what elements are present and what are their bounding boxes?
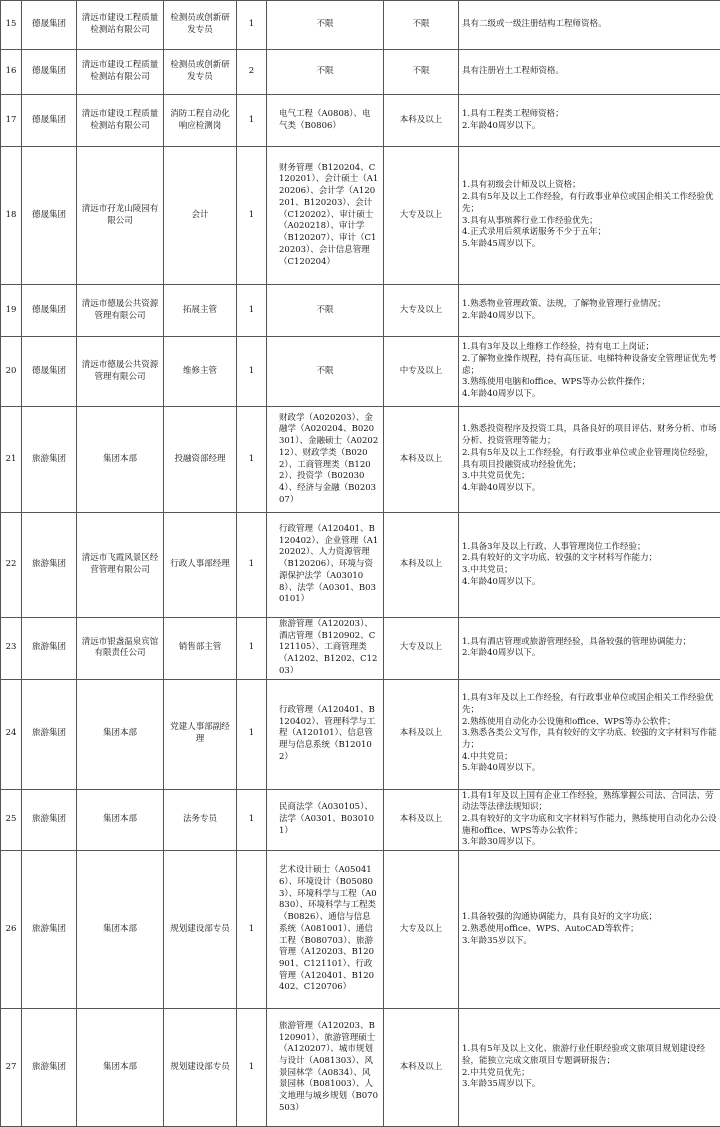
requirement-line: 1.具备较强的沟通协调能力，具有良好的文字功底； xyxy=(462,912,658,923)
company-cell: 清远市德晟公共资源管理有限公司 xyxy=(77,337,164,407)
major-text: 电气工程（A0808）、电气类（B0806） xyxy=(279,108,371,131)
requirement-line: 2.具有5年及以上工作经验，有行政事业单位或国企相关工作经验优先； xyxy=(462,192,714,214)
row-number-cell: 16 xyxy=(1,50,22,95)
position-cell: 消防工程自动化响应检测岗 xyxy=(164,95,237,147)
education-cell: 本科及以上 xyxy=(384,95,459,147)
company-cell: 清远市建设工程质量检测站有限公司 xyxy=(77,95,164,147)
majors-cell xyxy=(267,285,384,337)
requirement-line: 具有注册岩土工程师资格。 xyxy=(462,66,565,77)
requirement-line: 4.正式录用后须承诺服务不少于五年； xyxy=(462,227,607,238)
major-text: 旅游管理（A120203、B120901）、旅游管理硕士（A120207）、城市规划与设计（A081303）、风景园林学（A0834）、风景园林（B081003）、人文地理与城乡规划（B070503） xyxy=(279,1020,378,1113)
requirement-line: 2.年龄40周岁以下。 xyxy=(462,310,541,321)
headcount-cell: 1 xyxy=(237,337,267,407)
majors-cell xyxy=(267,851,384,1009)
company-cell: 清远市飞霞风景区经营管理有限公司 xyxy=(77,513,164,618)
company-cell: 集团本部 xyxy=(77,851,164,1009)
table-row xyxy=(1,679,720,789)
education-cell: 不限 xyxy=(384,1,459,50)
majors-cell xyxy=(267,1009,384,1127)
requirement-line: 3.中共党员优先； xyxy=(462,471,530,482)
requirement-line: 3.年龄35周岁以下。 xyxy=(462,1079,541,1090)
requirement-line: 2.具有较好的文字功底和文字材料写作能力，熟练使用自动化办公设施和office、WPS等办公软件； xyxy=(462,814,717,836)
group-cell: 德晟集团 xyxy=(22,1,77,50)
requirement-line: 5.年龄45周岁以下。 xyxy=(462,238,541,249)
table-row xyxy=(1,789,720,851)
position-cell: 投融资部经理 xyxy=(164,407,237,513)
major-text: 行政管理（A120401、B120402）、企业管理（A120202）、人力资源管理（B120206）、环境与资源保护法学（A030108）、法学（A0301、B030101） xyxy=(279,523,379,605)
position-cell: 会计 xyxy=(164,147,237,285)
education-cell: 本科及以上 xyxy=(384,513,459,618)
education-cell: 本科及以上 xyxy=(384,679,459,789)
majors-cell xyxy=(267,679,384,789)
row-number-cell: 18 xyxy=(1,147,22,285)
headcount-cell: 1 xyxy=(237,285,267,337)
requirements-cell xyxy=(459,1009,720,1127)
requirement-line: 1.具有5年及以上文化、旅游行业任职经验或文旅项目规划建设经验，能独立完成文旅项目专题调研报告； xyxy=(462,1044,706,1066)
requirement-line: 2.具有较好的文字功底、较强的文字材料写作能力； xyxy=(462,553,658,564)
group-cell: 德晟集团 xyxy=(22,95,77,147)
requirements-cell xyxy=(459,618,720,680)
row-number-cell: 24 xyxy=(1,679,22,789)
majors-cell xyxy=(267,407,384,513)
requirement-line: 1.具有1年及以上国有企业工作经验，熟练掌握公司法、合同法、劳动法等法律法规知识； xyxy=(462,790,714,813)
headcount-cell: 1 xyxy=(237,1009,267,1127)
table-row xyxy=(1,513,720,618)
group-cell: 旅游集团 xyxy=(22,789,77,851)
company-cell: 清远市德晟公共资源管理有限公司 xyxy=(77,285,164,337)
requirement-line: 2.具有5年及以上工作经验，有行政事业单位或企业管理岗位经验，具有项目投融资成功经验优先； xyxy=(462,447,714,470)
requirement-line: 1.具有酒店管理或旅游管理经验，具备较强的管理协调能力； xyxy=(462,636,692,647)
company-cell: 集团本部 xyxy=(77,679,164,789)
position-cell: 规划建设部专员 xyxy=(164,851,237,1009)
position-cell: 党建人事部副经理 xyxy=(164,679,237,789)
requirements-cell xyxy=(459,679,720,789)
requirement-line: 2.熟悉使用office、WPS、AutoCAD等软件； xyxy=(462,923,639,934)
group-cell: 旅游集团 xyxy=(22,513,77,618)
education-cell: 大专及以上 xyxy=(384,285,459,337)
major-text: 不限 xyxy=(316,66,334,77)
requirements-cell xyxy=(459,789,720,851)
education-cell: 大专及以上 xyxy=(384,618,459,680)
row-number-cell: 19 xyxy=(1,285,22,337)
requirement-line: 2.了解物业操作规程，持有高压证、电梯特种设备安全管理证优先考虑； xyxy=(462,353,717,376)
education-cell: 中专及以上 xyxy=(384,337,459,407)
requirements-cell xyxy=(459,337,720,407)
row-number-cell: 20 xyxy=(1,337,22,407)
company-cell: 清远市孖龙山陵园有限公司 xyxy=(77,147,164,285)
majors-cell xyxy=(267,95,384,147)
requirement-line: 1.具备3年及以上行政、人事管理岗位工作经验； xyxy=(462,541,646,552)
education-cell: 本科及以上 xyxy=(384,789,459,851)
table-row xyxy=(1,285,720,337)
position-cell: 销售部主管 xyxy=(164,618,237,680)
row-number-cell: 15 xyxy=(1,1,22,50)
requirement-line: 4.中共党员； xyxy=(462,751,513,762)
requirement-line: 4.年龄40周岁以下。 xyxy=(462,389,541,400)
requirement-line: 3.具有从事殡葬行业工作经验优先； xyxy=(462,215,598,226)
requirement-line: 1.具有3年及以上工作经验，有行政事业单位或国企相关工作经验优先； xyxy=(462,693,714,715)
requirements-cell xyxy=(459,1,720,50)
position-cell: 规划建设部专员 xyxy=(164,1009,237,1127)
group-cell: 德晟集团 xyxy=(22,337,77,407)
row-number-cell: 25 xyxy=(1,789,22,851)
majors-cell xyxy=(267,513,384,618)
requirement-line: 2.年龄40周岁以下。 xyxy=(462,120,541,131)
requirement-line: 3.熟悉各类公文写作，具有较好的文字功底、较强的文字材料写作能力； xyxy=(462,728,717,750)
company-cell: 集团本部 xyxy=(77,407,164,513)
position-cell: 法务专员 xyxy=(164,789,237,851)
group-cell: 德晟集团 xyxy=(22,50,77,95)
requirement-line: 2.年龄40周岁以下。 xyxy=(462,648,541,659)
headcount-cell: 2 xyxy=(237,50,267,95)
table-row xyxy=(1,337,720,407)
group-cell: 旅游集团 xyxy=(22,618,77,680)
majors-cell xyxy=(267,147,384,285)
headcount-cell: 1 xyxy=(237,851,267,1009)
requirement-line: 3.年龄30周岁以下。 xyxy=(462,837,541,848)
requirements-cell xyxy=(459,407,720,513)
requirement-line: 3.熟练使用电脑和office、WPS等办公软件操作； xyxy=(462,377,651,388)
education-cell: 不限 xyxy=(384,50,459,95)
position-cell: 拓展主管 xyxy=(164,285,237,337)
headcount-cell: 1 xyxy=(237,147,267,285)
requirement-line: 5.年龄40周岁以下。 xyxy=(462,763,541,774)
education-cell: 本科及以上 xyxy=(384,1009,459,1127)
major-text: 财务管理（B120204、C120201）、会计硕士（A120206）、会计学（A120201、B120203）、会计（C120202）、审计硕士（A020218）、审计学（B120207）、审计（C120203）、会计信息管理（C120204） xyxy=(279,162,379,267)
requirement-line: 3.年龄35岁以下。 xyxy=(462,935,532,946)
table-row xyxy=(1,95,720,147)
requirements-cell xyxy=(459,50,720,95)
requirement-line: 1.具有3年及以上维修工作经验，持有电工上岗证； xyxy=(462,342,655,353)
major-text: 不限 xyxy=(316,304,334,315)
group-cell: 德晟集团 xyxy=(22,147,77,285)
row-number-cell: 26 xyxy=(1,851,22,1009)
major-text: 不限 xyxy=(316,19,334,30)
table-row xyxy=(1,50,720,95)
majors-cell xyxy=(267,789,384,851)
majors-cell xyxy=(267,337,384,407)
company-cell: 清远市建设工程质量检测站有限公司 xyxy=(77,1,164,50)
position-cell: 检测员或创新研发专员 xyxy=(164,1,237,50)
majors-cell xyxy=(267,618,384,680)
company-cell: 集团本部 xyxy=(77,1009,164,1127)
row-number-cell: 22 xyxy=(1,513,22,618)
requirements-cell xyxy=(459,147,720,285)
education-cell: 本科及以上 xyxy=(384,407,459,513)
company-cell: 清远市银盏温泉宾馆有限责任公司 xyxy=(77,618,164,680)
requirement-line: 具有二级或一级注册结构工程师资格。 xyxy=(462,19,607,30)
requirement-line: 2.熟练使用自动化办公设施和office、WPS等办公软件； xyxy=(462,716,676,727)
company-cell: 清远市建设工程质量检测站有限公司 xyxy=(77,50,164,95)
requirement-line: 1.熟悉物业管理政策、法规，了解物业管理行业情况； xyxy=(462,298,666,309)
requirements-cell xyxy=(459,513,720,618)
group-cell: 旅游集团 xyxy=(22,1009,77,1127)
headcount-cell: 1 xyxy=(237,679,267,789)
position-cell: 行政人事部经理 xyxy=(164,513,237,618)
requirement-line: 1.熟悉投资程序及投资工具，具备良好的项目评估、财务分析、市场分析、投资管理等能力； xyxy=(462,424,717,447)
headcount-cell: 1 xyxy=(237,1,267,50)
headcount-cell: 1 xyxy=(237,789,267,851)
table-row xyxy=(1,407,720,513)
majors-cell xyxy=(267,50,384,95)
major-text: 艺术设计硕士（A050416）、环境设计（B050803）、环境科学与工程（A0830）、环境科学与工程类（B0826）、通信与信息系统（A081001）、通信工程（B080703）、旅游管理（A120203、B120901、C121101）、行政管理（A120401、B120402、C120706） xyxy=(279,865,377,993)
education-cell: 大专及以上 xyxy=(384,851,459,1009)
major-text: 民商法学（A030105）、法学（A0301、B030101） xyxy=(279,802,375,836)
table-body xyxy=(1,1,720,1127)
requirement-line: 1.具有工程类工程师资格； xyxy=(462,108,564,119)
requirement-line: 4.年龄40周岁以下。 xyxy=(462,576,541,587)
headcount-cell: 1 xyxy=(237,618,267,680)
major-text: 不限 xyxy=(316,365,334,376)
table-row xyxy=(1,1,720,50)
row-number-cell: 21 xyxy=(1,407,22,513)
group-cell: 旅游集团 xyxy=(22,679,77,789)
row-number-cell: 17 xyxy=(1,95,22,147)
major-text: 旅游管理（A120203）、酒店管理（B120902、C121105）、工商管理类（A1202、B1202、C1203） xyxy=(279,619,378,676)
requirement-line: 2.中共党员优先； xyxy=(462,1067,530,1078)
company-cell: 集团本部 xyxy=(77,789,164,851)
table-row xyxy=(1,147,720,285)
headcount-cell: 1 xyxy=(237,95,267,147)
position-cell: 检测员或创新研发专员 xyxy=(164,50,237,95)
group-cell: 旅游集团 xyxy=(22,407,77,513)
requirements-cell xyxy=(459,95,720,147)
requirement-line: 4.年龄40周岁以下。 xyxy=(462,482,541,493)
table-row xyxy=(1,1009,720,1127)
row-number-cell: 23 xyxy=(1,618,22,680)
education-cell: 大专及以上 xyxy=(384,147,459,285)
table-row xyxy=(1,851,720,1009)
majors-cell xyxy=(267,1,384,50)
requirements-cell xyxy=(459,851,720,1009)
table-row xyxy=(1,618,720,680)
headcount-cell: 1 xyxy=(237,513,267,618)
requirement-line: 3.中共党员； xyxy=(462,565,513,575)
major-text: 财政学（A020203）、金融学（A020204、B020301）、金融硕士（A020212）、财政学类（B0202）、工商管理类（B1202）、投资学（B020304）、经济与金融（B020307） xyxy=(279,412,379,505)
headcount-cell: 1 xyxy=(237,407,267,513)
group-cell: 德晟集团 xyxy=(22,285,77,337)
major-text: 行政管理（A120401、B120402）、管理科学与工程（A120101）、信息管理与信息系统（B120102） xyxy=(279,704,376,762)
position-cell: 维修主管 xyxy=(164,337,237,407)
requirements-cell xyxy=(459,285,720,337)
row-number-cell: 27 xyxy=(1,1009,22,1127)
group-cell: 旅游集团 xyxy=(22,851,77,1009)
requirement-line: 1.具有初级会计师及以上资格； xyxy=(462,180,581,191)
